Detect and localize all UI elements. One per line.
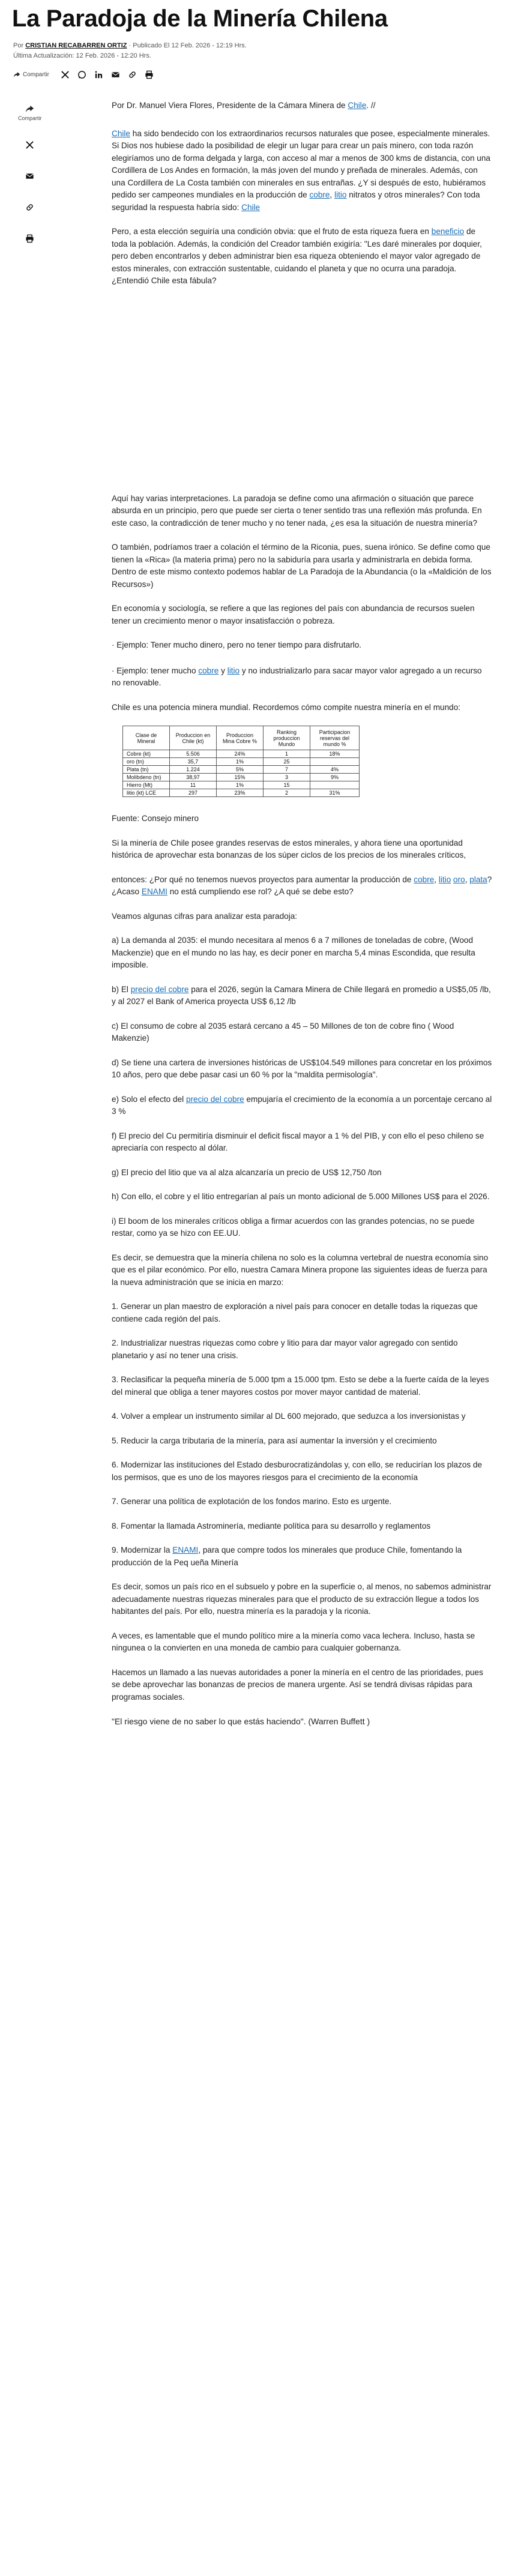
precio-cobre-link[interactable]: precio del cobre: [130, 984, 189, 994]
table-cell: 7: [264, 766, 310, 774]
table-cell: 25: [264, 758, 310, 766]
table-source: Fuente: Consejo minero: [112, 814, 199, 823]
linkedin-icon[interactable]: [94, 69, 104, 80]
paragraph-3: Aquí hay varias interpretaciones. La paradoja se define como una afirmación o situación que parece absurda en un principio, pero que puede ser cierta o tener sentido tras una reflexión más profunda. En este caso, la contradicción de tener mucho y no tener nada, ¿es esa la situación de nuestra minería?: [112, 493, 482, 528]
table-cell: 35,7: [170, 758, 217, 766]
text: · Ejemplo: tener mucho: [112, 666, 199, 675]
table-cell: 1.224: [170, 766, 217, 774]
print-icon[interactable]: [144, 69, 155, 80]
proposal-5: 5. Reducir la carga tributaria de la minería, para así aumentar la inversión y el crecimiento: [112, 1436, 437, 1445]
article-body: [112, 100, 493, 1740]
article-layout: [12, 100, 494, 1740]
side-share-button[interactable]: [18, 103, 42, 121]
paragraph-1: [112, 128, 493, 214]
table-row: [123, 750, 360, 758]
table-cell: 5%: [217, 766, 264, 774]
side-print-icon[interactable]: [24, 233, 35, 244]
text: e) Solo el efecto del: [112, 1094, 186, 1104]
share-bar: [12, 67, 494, 82]
cobre-link[interactable]: cobre: [198, 666, 219, 675]
enami-link[interactable]: ENAMI: [172, 1545, 199, 1554]
byline-end: . //: [366, 101, 376, 110]
proposal-7: 7. Generar una política de explotación de los fondos marino. Esto es urgente.: [112, 1497, 392, 1506]
litio-link[interactable]: litio: [438, 874, 451, 884]
proposal-8: 8. Fomentar la llamada Astrominería, mediante política para su desarrollo y reglamentos: [112, 1521, 431, 1530]
proposal-4: 4. Volver a emplear un instrumento similar al DL 600 mejorado, que seduzca a los inversionistas y: [112, 1412, 466, 1421]
article-meta: [12, 41, 494, 61]
point-b: [112, 984, 493, 1008]
table-cell: 15%: [217, 774, 264, 781]
mineral-table-figure: [112, 726, 493, 797]
text: ? ¿Acaso: [112, 874, 492, 896]
text: y: [218, 666, 227, 675]
point-e: [112, 1094, 493, 1118]
cobre-link[interactable]: cobre: [309, 190, 330, 199]
byline-paragraph: [112, 100, 493, 112]
paragraph-10: [112, 874, 493, 898]
table-cell: 4%: [310, 766, 360, 774]
table-header-cell: Produccion Mina Cobre %: [217, 726, 264, 750]
text: de toda la población. Además, la condición del Creador también exigiría: "Les daré minerales por doquier, pero deben encontrarlos y deben administrar bien esa riqueza obteniendo el mayor valor agregado de estos minerales, con extracción sustentable, cuidando el planeta y que no ocurra una paradoja. ¿Entendió Chile esta fábula?: [112, 227, 482, 285]
point-a: a) La demanda al 2035: el mundo necesitara al menos 6 a 7 millones de toneladas de cobre, (Wood Mackenzie) que en el mundo no las hay, es decir poner en marcha 5,4 minas Escondida, que resulta imposible.: [112, 936, 475, 969]
table-cell: 18%: [310, 750, 360, 758]
table-cell: 1%: [217, 758, 264, 766]
table-cell: 38,97: [170, 774, 217, 781]
updated-date: Última Actualización: 12 Feb. 2026 - 12:20 Hrs.: [13, 52, 151, 59]
table-cell: 24%: [217, 750, 264, 758]
point-d: d) Se tiene una cartera de inversiones históricas de US$104.549 millones para concretar en los próximos 10 años, pero que debe pasar casi un 60 % por la "maldita permisología".: [112, 1058, 492, 1079]
text: ha sido bendecido con los extraordinarios recursos naturales que posee, especialmente minerales. Si Dios nos hubiese dado la posibilidad de elegir un lugar para crear un país minero, con toda razón elegiríamos uno de forma delgada y larga, con acceso al mar a menos de 300 kms de distancia, con una Cordillera de Los Andes en formación, la más joven del mundo y preñada de minerales. Además, con una Cordillera de La Costa también con minerales en sus entrañas. ¿Y si después de esto, hubiéramos pedido ser campeones mundiales en la producción de: [112, 128, 490, 199]
closing-quote: "El riesgo viene de no saber lo que estás haciendo". (Warren Buffett ): [112, 1717, 370, 1726]
table-cell: 1%: [217, 781, 264, 789]
text: , para que compre todos los minerales que produce Chile, fomentando la producción de la Peq ueña Minería: [112, 1545, 462, 1567]
point-i: i) El boom de los minerales críticos obliga a firmar acuerdos con las grandes potencias, no se puede restar, como ya se hizo con EE.UU.: [112, 1216, 475, 1238]
proposal-9: [112, 1544, 493, 1569]
table-cell: 3: [264, 774, 310, 781]
paragraph-21: Es decir, se demuestra que la minería chilena no solo es la columna vertebral de nuestra economía sino que es el pilar económico. Por ello, nuestra Camara Minera propone las siguientes ideas de fuerza para la nueva administración que se inicia en marzo:: [112, 1253, 489, 1287]
text: ,: [330, 190, 335, 199]
table-cell: 11: [170, 781, 217, 789]
example-1: · Ejemplo: Tener mucho dinero, pero no tener tiempo para disfrutarlo.: [112, 640, 362, 649]
oro-link[interactable]: oro: [453, 874, 465, 884]
table-cell: Molibdeno (tn): [123, 774, 170, 781]
litio-link[interactable]: litio: [334, 190, 347, 199]
proposal-3: 3. Reclasificar la pequeña minería de 5.000 tpm a 15.000 tpm. Esto se debe a la fuerte caída de la leyes del mineral que obliga a tener mayores costos por mover mayor cantidad de material.: [112, 1375, 489, 1397]
text: entonces: ¿Por qué no tenemos nuevos proyectos para aumentar la producción de: [112, 874, 414, 884]
table-cell: 2: [264, 789, 310, 797]
text: y no industrializarlo para sacar mayor valor agregado a un recurso no renovable.: [112, 666, 482, 687]
byline-text: Por Dr. Manuel Viera Flores, Presidente de la Cámara Minera de: [112, 101, 348, 110]
table-cell: Hierro (Mt): [123, 781, 170, 789]
text: b) El: [112, 984, 131, 994]
paragraph-4: O también, podríamos traer a colación el término de la Riconia, pues, suena irónico. Se define como que tienen la «Rica» (la materia prima) pero no la sabiduría para usarla y administrarla en debida forma. Dentro de este mismo contexto podemos hablar de La Paradoja de la Abundancia (o la «Maldición de los Recursos»): [112, 543, 492, 589]
published-date: · Publicado El 12 Feb. 2026 - 12:19 Hrs.: [127, 42, 247, 49]
whatsapp-icon[interactable]: [77, 69, 88, 80]
author-link[interactable]: CRISTIAN RECABARREN ORTIZ: [25, 42, 127, 49]
side-share-rail: [12, 100, 56, 1740]
table-cell: oro (tn): [123, 758, 170, 766]
text: nitratos y otros minerales? Con toda seguridad la respuesta habría sido:: [112, 190, 480, 212]
table-header-row: [123, 726, 360, 750]
text: ,: [434, 874, 439, 884]
table-cell: 9%: [310, 774, 360, 781]
table-body: [123, 750, 360, 797]
ad-space: [112, 299, 493, 493]
share-icon: [13, 71, 20, 78]
point-c: c) El consumo de cobre al 2035 estará cercano a 45 – 50 Millones de ton de cobre fino ( Wood Makenzie): [112, 1021, 454, 1043]
paragraph-5: En economía y sociología, se refiere a que las regiones del país con abundancia de recursos suelen tener un crecimiento menor o mayor insatisfacción o pobreza.: [112, 604, 475, 625]
paragraph-2: [112, 226, 493, 287]
table-cell: 23%: [217, 789, 264, 797]
text: para el 2026, según la Camara Minera de Chile llegará en promedio a US$5,05 /lb, y al 2027 el Bank of America proyecta US$ 6,12 /lb: [112, 984, 491, 1006]
text: ,: [465, 874, 470, 884]
point-f: f) El precio del Cu permitiría disminuir el deficit fiscal mayor a 1 % del PIB, y con ello el peso chileno se apreciaría con respecto al dólar.: [112, 1131, 484, 1152]
paragraph-32: A veces, es lamentable que el mundo político mire a la minería como vaca lechera. Incluso, hasta se ningunea o la convierten en una moneda de cambio para cualquier gobernanza.: [112, 1631, 475, 1652]
text: empujaría el crecimiento de la economía a un porcentaje cercano al 3 %: [112, 1094, 492, 1116]
copy-link-icon[interactable]: [127, 69, 138, 80]
text: Pero, a esta elección seguiría una condición obvia: que el fruto de esta riqueza fuera en: [112, 227, 432, 236]
paragraph-11: Veamos algunas cifras para analizar esta paradoja:: [112, 911, 298, 921]
table-cell: Cobre (kt): [123, 750, 170, 758]
side-copy-link-icon[interactable]: [24, 202, 35, 212]
table-row: [123, 781, 360, 789]
table-cell: 5.506: [170, 750, 217, 758]
share-label: Compartir: [23, 71, 49, 78]
plata-link[interactable]: plata: [469, 874, 487, 884]
proposal-6: 6. Modernizar las instituciones del Estado desburocratizándolas y, con ello, se reducirían los plazos de los permisos, que es uno de los mayores riesgos para el crecimiento de la economía: [112, 1460, 483, 1482]
point-h: h) Con ello, el cobre y el litio entregarían al país un monto adicional de 5.000 Millones US$ para el 2026.: [112, 1192, 490, 1201]
author-prefix: Por: [13, 42, 24, 49]
table-cell: 31%: [310, 789, 360, 797]
text: no está cumpliendo ese rol? ¿A qué se debe esto?: [167, 887, 354, 896]
share-icon: [25, 103, 35, 114]
example-2: [112, 665, 493, 690]
table-cell: [310, 758, 360, 766]
paragraph-8: Chile es una potencia minera mundial. Recordemos cómo compite nuestra minería en el mundo:: [112, 702, 461, 712]
table-row: [123, 766, 360, 774]
table-row: [123, 789, 360, 797]
enami-link[interactable]: ENAMI: [141, 887, 167, 896]
x-twitter-icon[interactable]: [60, 69, 71, 80]
text: 9. Modernizar la: [112, 1545, 173, 1554]
table-cell: Plata (tn): [123, 766, 170, 774]
mineral-production-table: [122, 726, 360, 797]
article-title: La Paradoja de la Minería Chilena: [12, 5, 388, 32]
beneficio-link[interactable]: beneficio: [431, 227, 465, 236]
table-header-cell: Clase de Mineral: [123, 726, 170, 750]
table-cell: 1: [264, 750, 310, 758]
proposal-1: 1. Generar un plan maestro de exploración a nivel país para conocer en detalle todas la riquezas que contiene cada región del país.: [112, 1302, 478, 1323]
paragraph-31: Es decir, somos un país rico en el subsuelo y pobre en la superficie o, al menos, no sabemos administrar adecuadamente nuestras riquezas minerales para que el producto de su extracción llegue a todos los habitantes del país. Por ello, nuestra minería es la paradoja y la riconia.: [112, 1582, 492, 1616]
side-email-icon[interactable]: [24, 170, 35, 181]
side-x-twitter-icon[interactable]: [24, 139, 35, 150]
chile-link[interactable]: Chile: [348, 101, 367, 110]
table-header-cell: Ranking produccion Mundo: [264, 726, 310, 750]
litio-link[interactable]: litio: [227, 666, 240, 675]
table-cell: 15: [264, 781, 310, 789]
chile-link[interactable]: Chile: [112, 128, 130, 138]
cobre-link[interactable]: cobre: [414, 874, 435, 884]
proposal-2: 2. Industrializar nuestras riquezas como cobre y litio para dar mayor valor agregado con sentido planetario y así no tener una crisis.: [112, 1338, 458, 1360]
paragraph-33: Hacemos un llamado a las nuevas autoridades a poner la minería en el centro de las prioridades, pues se debe aprovechar las bonanzas de precios de manera urgente. Así se tendrá divisas rápidas para programas sociales.: [112, 1667, 483, 1702]
precio-cobre-link[interactable]: precio del cobre: [185, 1094, 244, 1104]
side-share-label: Compartir: [18, 115, 42, 121]
email-icon[interactable]: [110, 69, 121, 80]
table-cell: 297: [170, 789, 217, 797]
table-header-cell: Participacion reservas del mundo %: [310, 726, 360, 750]
paragraph-9: Si la minería de Chile posee grandes reservas de estos minerales, y ahora tiene una oportunidad histórica de aprovechar esta bonanzas de los súper ciclos de los precios de los minerales críticos,: [112, 838, 466, 859]
share-button[interactable]: [13, 71, 49, 78]
point-g: g) El precio del litio que va al alza alcanzaría un precio de US$ 12,750 /ton: [112, 1167, 382, 1177]
table-row: [123, 758, 360, 766]
table-cell: [310, 781, 360, 789]
table-header-cell: Produccion en Chile (kt): [170, 726, 217, 750]
table-cell: litio (kt) LCE: [123, 789, 170, 797]
table-row: [123, 774, 360, 781]
chile-link[interactable]: Chile: [241, 202, 261, 212]
